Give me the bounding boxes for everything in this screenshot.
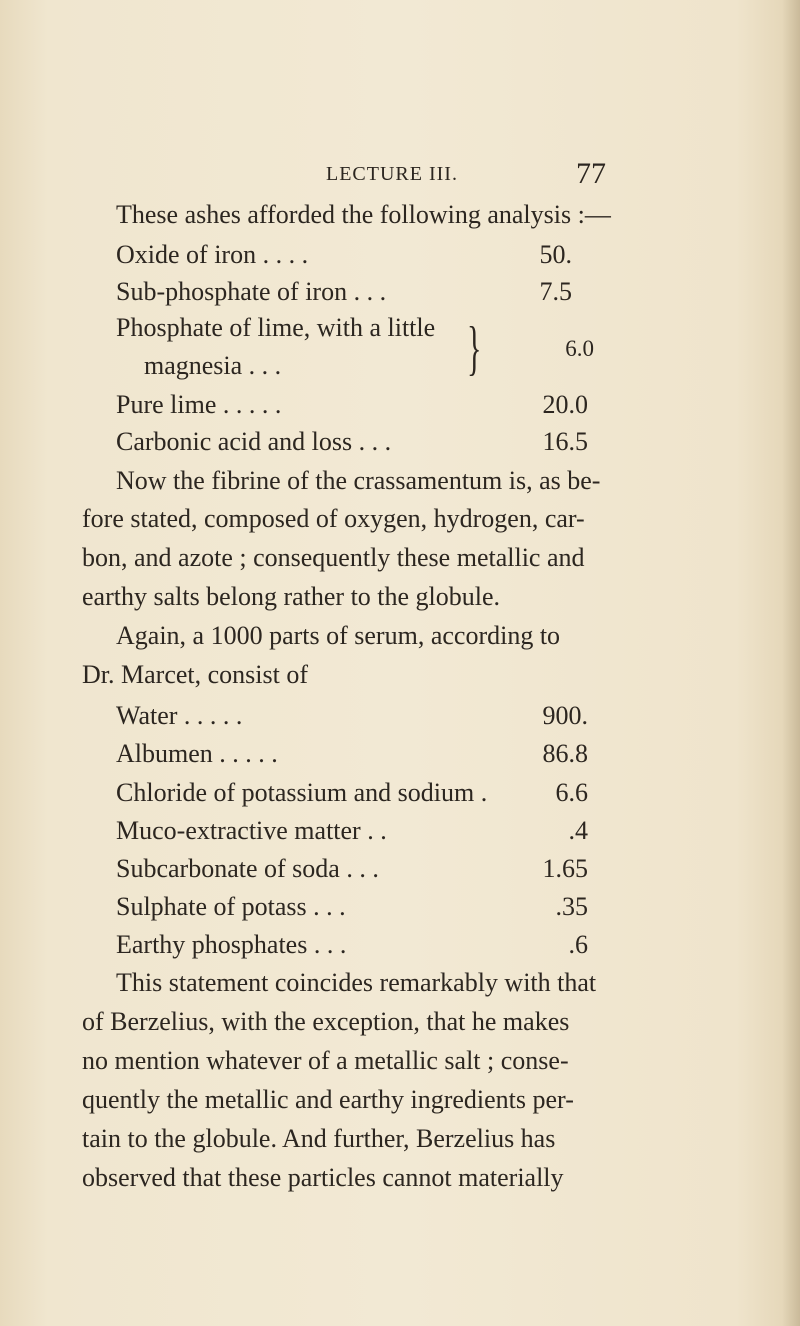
paragraph-line: earthy salts belong rather to the globule. [82,582,501,611]
serum-value: .4 [568,816,588,845]
ash-row-2b [144,350,474,382]
page-edge-shadow [782,0,800,1326]
brace: } [467,315,482,381]
ash-value: 6.0 [565,336,594,361]
running-head: LECTURE III. [326,163,458,185]
ash-label-line1: Phosphate of lime, with a little [116,313,436,342]
serum-value: 1.65 [542,854,588,883]
paragraph-line: of Berzelius, with the exception, that he makes [82,1007,570,1036]
paragraph-line: observed that these particles cannot materially [82,1163,564,1192]
ash-value: 16.5 [542,427,588,456]
paragraph-line: Again, a 1000 parts of serum, according to [116,621,561,650]
serum-row-4 [116,853,606,885]
serum-label: Albumen . . . . . [116,739,278,768]
ash-row-0 [116,239,596,271]
ash-row-4 [116,426,596,458]
serum-label: Muco-extractive matter . . [116,816,387,845]
serum-row-0 [116,700,606,732]
serum-row-3 [116,815,606,847]
ash-value: 50. [539,240,572,269]
paragraph-line: tain to the globule. And further, Berzelius has [82,1124,556,1153]
page-header [0,157,800,193]
intro-line: These ashes afforded the following analysis :— [116,200,611,229]
ash-row-3 [116,389,596,421]
serum-label: Earthy phosphates . . . [116,930,347,959]
serum-label: Subcarbonate of soda . . . [116,854,379,883]
serum-label: Chloride of potassium and sodium . [116,778,488,807]
page-number: 77 [576,157,606,190]
serum-row-5 [116,891,606,923]
ash-row-2a [116,312,596,344]
ash-label: Sub-phosphate of iron . . . [116,277,387,306]
paragraph-line: quently the metallic and earthy ingredients per- [82,1085,574,1114]
paragraph-line: bon, and azote ; consequently these metallic and [82,543,585,572]
paragraph-line: Dr. Marcet, consist of [82,660,309,689]
serum-value: 900. [542,701,588,730]
serum-value: 6.6 [555,778,588,807]
ash-row-1 [116,276,596,308]
serum-value: 86.8 [542,739,588,768]
ash-value: 7.5 [539,277,572,306]
paragraph-line: Now the fibrine of the crassamentum is, as be- [116,466,601,495]
serum-value: .35 [555,892,588,921]
ash-label-line2: magnesia . . . [144,351,282,380]
paragraph-line: no mention whatever of a metallic salt ; conse- [82,1046,569,1075]
ash-row-2-value [534,333,594,365]
serum-row-1 [116,738,606,770]
ash-value: 20.0 [542,390,588,419]
ash-label: Oxide of iron . . . . [116,240,309,269]
paragraph-line: fore stated, composed of oxygen, hydrogen, car- [82,504,585,533]
serum-label: Water . . . . . [116,701,243,730]
ash-label: Pure lime . . . . . [116,390,282,419]
paragraph-line: This statement coincides remarkably with that [116,968,597,997]
serum-label: Sulphate of potass . . . [116,892,346,921]
serum-value: .6 [568,930,588,959]
serum-row-6 [116,929,606,961]
ash-label: Carbonic acid and loss . . . [116,427,392,456]
serum-row-2 [116,777,606,809]
